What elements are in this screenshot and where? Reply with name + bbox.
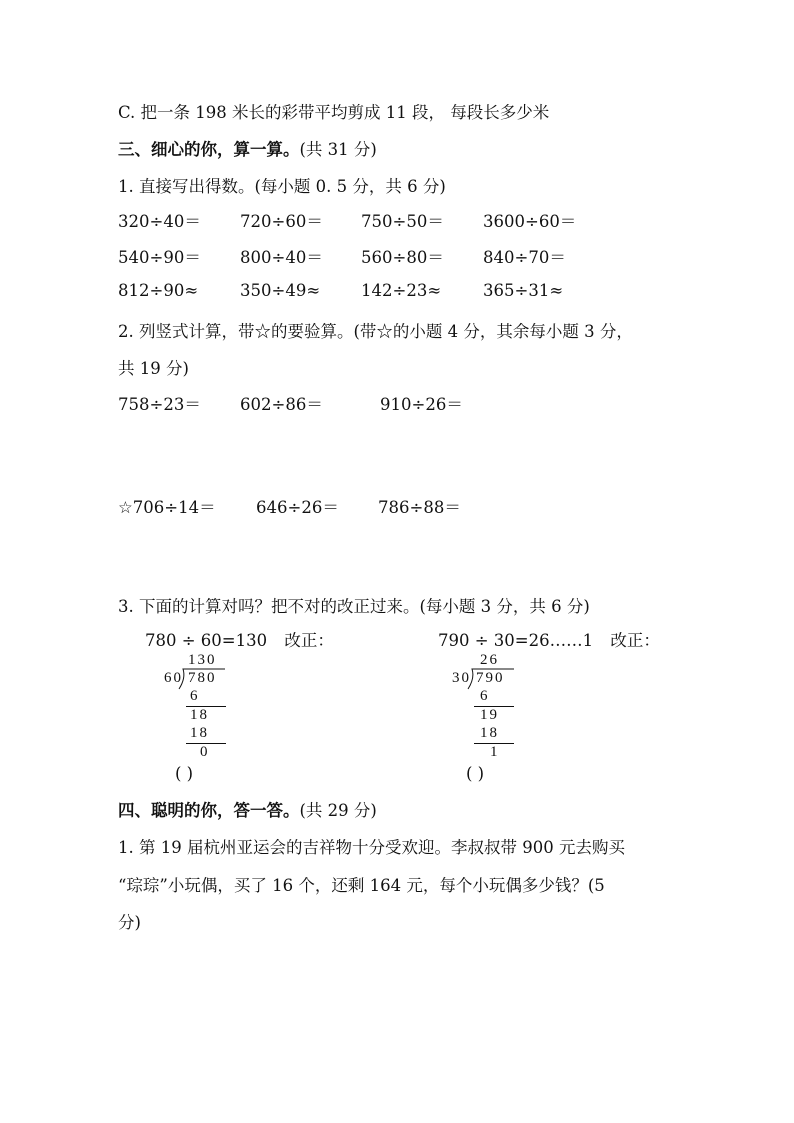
oral-calc-item: 800÷40＝ — [240, 248, 323, 267]
step: 6 — [480, 688, 490, 704]
q1-title: 1. 直接写出得数。(每小题 0. 5 分，共 6 分) — [118, 177, 446, 196]
step: 18 — [190, 707, 209, 723]
step: 19 — [480, 707, 499, 723]
oral-calc-item: 812÷90≈ — [118, 281, 199, 300]
section4-heading — [118, 797, 377, 821]
dividend: 790 — [476, 670, 505, 686]
answer-bracket: ( ) — [175, 764, 194, 783]
vertical-calc-item: 758÷23＝ — [118, 395, 201, 414]
question-c-text: C. 把一条 198 米长的彩带平均剪成 11 段， 每段长多少米 — [118, 103, 550, 122]
equation-text: 780 ÷ 60=130 — [145, 631, 268, 650]
oral-calc-item: 750÷50＝ — [361, 212, 444, 231]
oral-calc-item: 560÷80＝ — [361, 248, 444, 267]
word-problem-line3: 分) — [118, 913, 141, 932]
remainder: 0 — [200, 744, 210, 760]
section3-title: 三、细心的你，算一算。 — [118, 140, 300, 159]
q2-title-line2: 共 19 分) — [118, 359, 189, 378]
step: 18 — [480, 725, 499, 741]
vertical-calc-item: 646÷26＝ — [256, 498, 339, 517]
vertical-calc-item: 602÷86＝ — [240, 395, 323, 414]
vertical-calc-item: 910÷26＝ — [380, 395, 463, 414]
oral-calc-item: 720÷60＝ — [240, 212, 323, 231]
oral-calc-item: 350÷49≈ — [240, 281, 321, 300]
correct-label: 改正： — [610, 631, 660, 650]
quotient: 130 — [188, 652, 217, 668]
divisor: 60 — [164, 670, 183, 686]
remainder: 1 — [490, 744, 500, 760]
dividend: 780 — [188, 670, 217, 686]
oral-calc-item: 142÷23≈ — [361, 281, 442, 300]
word-problem-line2: “琮琮”小玩偶，买了 16 个，还剩 164 元，每个小玩偶多少钱？(5 — [118, 876, 605, 895]
step: 6 — [190, 688, 200, 704]
word-problem-line1: 1. 第 19 届杭州亚运会的吉祥物十分受欢迎。李叔叔带 900 元去购买 — [118, 838, 625, 857]
section4-title: 四、聪明的你，答一答。 — [118, 801, 300, 820]
oral-calc-item: 540÷90＝ — [118, 248, 201, 267]
oral-calc-item: 3600÷60＝ — [483, 212, 577, 231]
answer-bracket: ( ) — [466, 764, 485, 783]
section4-points: (共 29 分) — [299, 801, 377, 820]
oral-calc-item: 365÷31≈ — [483, 281, 564, 300]
step: 18 — [190, 725, 209, 741]
oral-calc-item: 320÷40＝ — [118, 212, 201, 231]
q3-title: 3. 下面的计算对吗？把不对的改正过来。(每小题 3 分，共 6 分) — [118, 597, 590, 616]
section3-heading — [118, 136, 377, 160]
section3-points: (共 31 分) — [299, 140, 377, 159]
oral-calc-item: 840÷70＝ — [483, 248, 566, 267]
vertical-calc-item: 786÷88＝ — [378, 498, 461, 517]
correct-label: 改正： — [284, 631, 334, 650]
vertical-calc-item-starred: ☆706÷14＝ — [118, 498, 216, 517]
divisor: 30 — [452, 670, 471, 686]
equation-text: 790 ÷ 30=26……1 — [438, 631, 594, 650]
q2-title-line1: 2. 列竖式计算，带☆的要验算。(带☆的小题 4 分，其余每小题 3 分， — [118, 322, 633, 341]
quotient: 26 — [480, 652, 499, 668]
check-equation-left — [145, 627, 334, 651]
check-equation-right — [438, 627, 660, 651]
